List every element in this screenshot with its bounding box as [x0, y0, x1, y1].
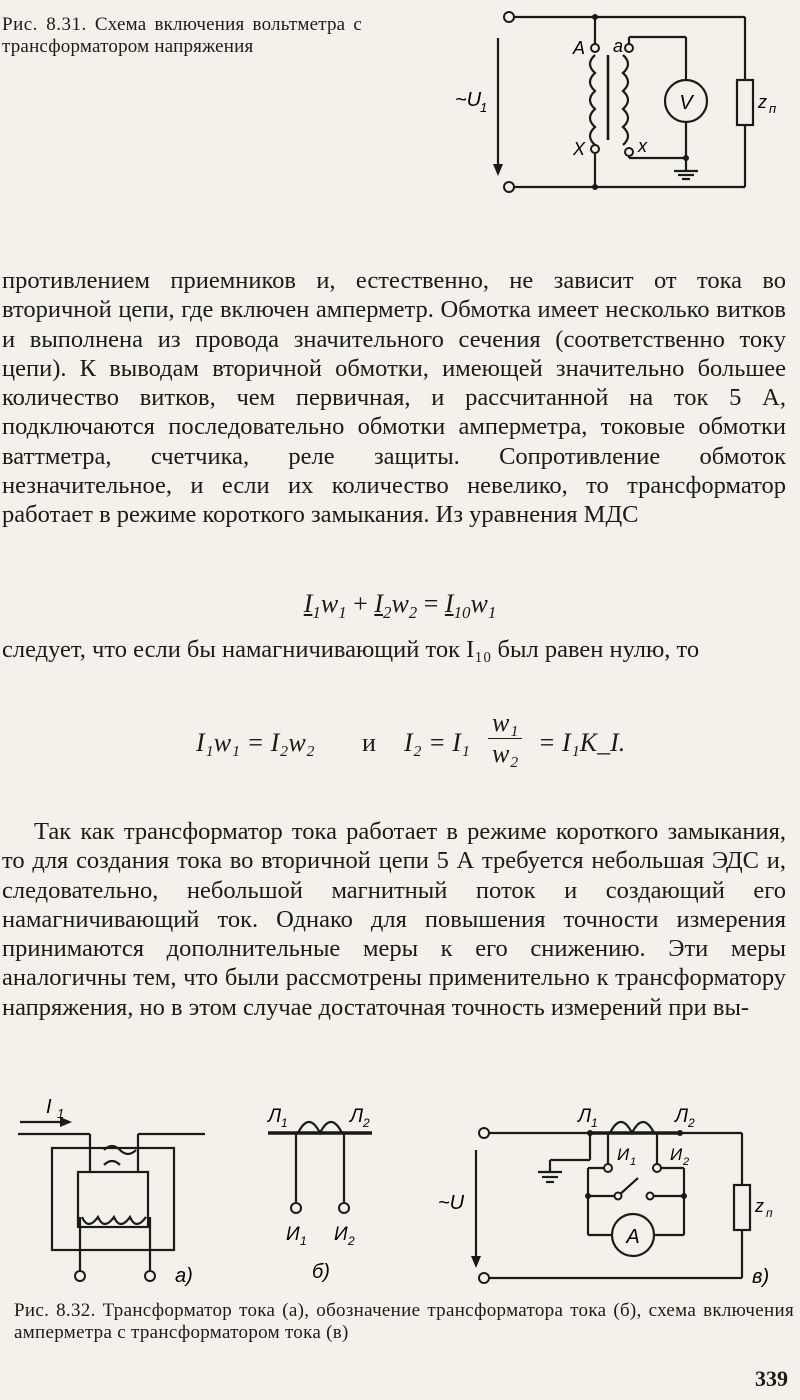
fig-c-I1: И	[617, 1145, 630, 1164]
load-label: z	[758, 92, 767, 112]
fig-b-L1: Л	[268, 1106, 282, 1127]
figure-8-32-caption: Рис. 8.32. Трансформатор тока (а), обозначение трансформатора тока (б), схема включения амперметра с трансформатором тока (в)	[14, 1300, 794, 1343]
figure-8-32-current-transformer	[0, 1085, 800, 1295]
voltmeter-label: V	[679, 92, 693, 114]
source-label: ~U	[455, 89, 482, 111]
fig-c-load-label: z	[755, 1196, 764, 1216]
fig-c-tag: в)	[752, 1266, 770, 1288]
terminal-X-label: X	[573, 139, 586, 159]
paragraph-1	[2, 266, 786, 530]
svg-text:1: 1	[281, 1116, 288, 1130]
ammeter-label: A	[626, 1226, 640, 1248]
svg-text:2: 2	[363, 1116, 370, 1130]
fig-b-I2: И	[334, 1224, 348, 1245]
figure-8-31-caption	[2, 14, 362, 58]
eq2-right: = I₁K_I.	[538, 728, 626, 757]
fig-c-source-label: ~U	[438, 1192, 465, 1214]
fig-c-load-resistor	[734, 1185, 750, 1230]
fig-c-circuit	[476, 1122, 742, 1278]
fig-b-I1: И	[286, 1224, 300, 1245]
paragraph-2	[2, 635, 786, 664]
fig-a-tag: а)	[175, 1265, 193, 1287]
svg-text:2: 2	[683, 1156, 690, 1168]
svg-text:1: 1	[630, 1156, 637, 1168]
figure-8-31-text: Схема включения вольтметра с трансформатором напряжения	[2, 14, 363, 57]
paragraph-3	[2, 817, 786, 1022]
terminal-A-label: A	[573, 38, 586, 58]
load-label-sub: п	[769, 101, 777, 116]
eq2-left: I₁w₁ = I₂w₂	[196, 728, 315, 757]
eq2-fraction: $\frac{\text{w₁}}{\text{w₂}}$	[488, 708, 522, 769]
figure-8-31-voltmeter-circuit	[440, 0, 800, 210]
terminal-bottom	[504, 182, 514, 192]
svg-text:1: 1	[57, 1106, 65, 1121]
figure-8-31-label: Рис. 8.31.	[2, 14, 87, 35]
svg-text:1: 1	[591, 1116, 598, 1130]
eq2-and: и	[362, 728, 376, 757]
fig-b-tag: б)	[312, 1261, 330, 1283]
eq2-I2: I₂ = I₁	[404, 728, 470, 757]
fig-a-transformer	[18, 1122, 205, 1270]
load-resistor	[737, 80, 753, 125]
fig-c-L1: Л	[578, 1106, 592, 1127]
fig-b-symbol	[268, 1122, 372, 1202]
paragraph-1-text: противлением приемников и, естественно, не зависит от тока во вторичной цепи, где включен амперметр. Обмотка имеет несколько витков и выполнена из провода значительного сечения (соответственно току цепи). К выводам вторичной обмотки, имеющей значительно большее количество витков, чем первичная, и рассчитанной на ток 5 А, подключаются последовательно обмотки амперметра, токовые обмотки ваттметра, счетчика, реле защиты. Сопротивление обмоток незначительное, и если их количество невелико, то трансформатор работает в режиме короткого замыкания. Из уравнения МДС	[2, 267, 786, 529]
terminal-x-label: x	[638, 136, 647, 156]
fig-a-current-label: I	[46, 1096, 52, 1118]
mmf-equation: $I_1w_1 + I_2w_2 = I_{10}w_1$	[303, 589, 497, 623]
page-number: 339	[755, 1366, 788, 1391]
terminal-a-label: a	[613, 36, 624, 56]
paragraph-3-text: Так как трансформатор тока работает в режиме короткого замыкания, то для создания тока во вторичной цепи 5 А требуется небольшая ЭДС и, следовательно, небольшой магнитный поток и создающий его намагничивающий ток. Однако для повышения точности измерения принимаются дополнительные меры к его снижению. Эти меры аналогичны тем, что были рассмотрены применительно к трансформатору напряжения, но в этом случае достаточная точность измерений при вы-	[2, 818, 786, 1021]
eq1-I2: I	[374, 589, 383, 618]
source-label-sub: 1	[480, 100, 488, 115]
paragraph-2-text: следует, что если бы намагничивающий ток I₁₀ был равен нулю, то	[2, 636, 700, 663]
terminal-top	[504, 12, 514, 22]
eq1-I1: I	[303, 589, 313, 618]
fig-c-L2: Л	[675, 1106, 689, 1127]
fig-b-L2: Л	[350, 1106, 364, 1127]
svg-text:2: 2	[348, 1234, 355, 1248]
svg-text:п: п	[766, 1206, 773, 1220]
fig-c-I2: И	[670, 1145, 683, 1164]
svg-text:2: 2	[688, 1116, 695, 1130]
eq1-I10: I	[444, 589, 454, 618]
svg-text:1: 1	[300, 1234, 307, 1248]
source-arrow-head	[493, 164, 503, 176]
